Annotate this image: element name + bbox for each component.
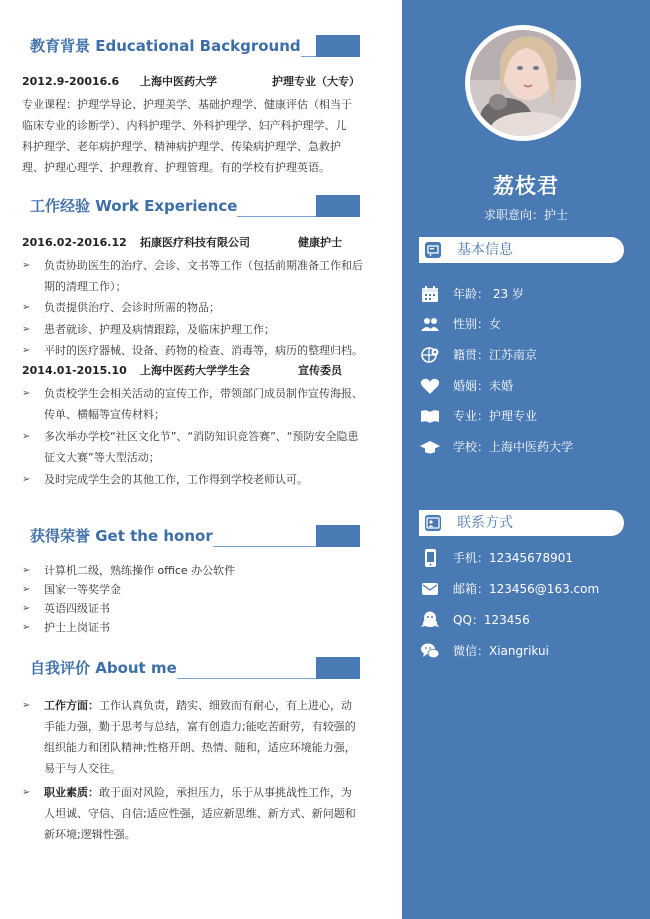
job-duty [22,383,367,425]
job-duty [22,297,367,318]
phone-icon [420,549,440,567]
honor-text: 英语四级证书 [44,602,110,615]
honor-text: 护士上岗证书 [44,621,110,634]
honor-title: 获得荣誉 Get the honor [20,525,213,547]
basic-info-text: 婚姻：未婚 [453,379,514,393]
education-school: 上海中医药大学 [140,75,217,88]
job-duty [22,426,367,468]
arrow-bullet-icon: ➢ [22,565,31,576]
basic-info-text: 性别：女 [453,317,502,331]
work-heading [20,195,360,217]
heart-icon [420,377,440,395]
arrow-bullet-icon: ➢ [22,584,31,595]
about-heading [20,657,360,679]
arrow-bullet-icon: ➢ [22,345,31,356]
about-label: 职业素质： [44,786,99,799]
honor-text: 计算机二级，熟练操作 office 办公软件 [44,564,236,577]
arrow-bullet-icon: ➢ [22,787,31,798]
about-title: 自我评价 About me [20,657,177,679]
basic-info-text: 学校：上海中医药大学 [453,440,574,454]
contact-text: 微信：Xiangrikui [453,644,549,658]
about-item [22,695,362,779]
job-duty [22,469,367,490]
basic-info-text: 年龄： 23 岁 [453,287,524,301]
job-period: 2014.01-2015.10 [22,364,127,377]
job-duty-text: 负责协助医生的治疗、会诊、文书等工作（包括前期准备工作和后期的清理工作）； [44,259,363,293]
heading-block [316,657,360,679]
education-courses: 专业课程：护理学导论、护理美学、基础护理学、健康评估（相当于临床专业的诊断学）、内科护理学、外科护理学、妇产科护理学、儿科护理学、老年病护理学、精神病护理学、传染病护理学、急救护理、护理心理学、护理教育、护理管理。有的学校有护理英语。 [22,98,352,174]
job-duty-text: 患者就诊、护理及病情跟踪，及临床护理工作； [44,323,275,336]
education-period: 2012.9-20016.6 [22,75,120,88]
arrow-bullet-icon: ➢ [22,603,31,614]
contact-text: QQ：123456 [453,613,530,627]
contact-header [419,510,624,536]
honor-heading [20,525,360,547]
graduation-cap-icon [420,438,440,456]
globe-pin-icon [420,346,440,364]
about-label: 工作方面： [44,699,99,712]
job-duty-text: 负责提供治疗、会诊时所需的物品； [44,301,220,314]
about-item [22,782,362,845]
basic-info-text: 籍贯：江苏南京 [453,348,538,362]
profile-photo [470,30,576,136]
education-title: 教育背景 Educational Background [20,35,301,57]
arrow-bullet-icon: ➢ [22,431,31,442]
job-duty [22,255,367,297]
job-duty [22,340,367,361]
id-card-icon [425,242,441,258]
mail-icon [420,580,440,598]
arrow-bullet-icon: ➢ [22,260,31,271]
users-icon [420,315,440,333]
book-icon [420,407,440,425]
contact-title: 联系方式 [457,515,513,531]
heading-block [316,525,360,547]
job-role: 宣传委员 [298,364,342,377]
avatar [465,25,581,141]
honor-item [22,599,110,618]
job-duty-text: 负责校学生会相关活动的宣传工作，带领部门成员制作宣传海报、传单、横幅等宣传材料； [44,387,363,421]
contact-text: 邮箱：123456@163.com [453,582,600,596]
job-org: 上海中医药大学学生会 [140,364,250,377]
work-title: 工作经验 Work Experience [20,195,237,217]
about-text: 敢于面对风险，承担压力，乐于从事挑战性工作，为人坦诚、守信、自信;适应性强，适应新思维、新方式、新问题和新环境;逻辑性强。 [44,786,356,841]
basic-info-header [419,237,624,263]
honor-text: 国家一等奖学金 [44,583,121,596]
education-major: 护理专业（大专） [272,75,360,88]
basic-info-title: 基本信息 [457,242,513,258]
job-duty-text: 及时完成学生会的其他工作，工作得到学校老师认可。 [44,473,308,486]
arrow-bullet-icon: ➢ [22,302,31,313]
education-heading [20,35,360,57]
contact-text: 手机：12345678901 [453,551,573,565]
contact-card-icon [425,515,441,531]
job-org: 拓康医疗科技有限公司 [140,236,250,249]
about-text: 工作认真负责，踏实、细致而有耐心，有上进心，动手能力强，勤于思考与总结，富有创造力;能吃苦耐劳，有较强的组织能力和团队精神;性格开朗、热情、随和，适应环境能力强，易于与人交往。 [44,699,356,775]
job-duty [22,319,367,340]
arrow-bullet-icon: ➢ [22,324,31,335]
qq-icon [420,611,440,629]
basic-info-text: 专业：护理专业 [453,409,538,423]
heading-block [316,195,360,217]
arrow-bullet-icon: ➢ [22,388,31,399]
job-intent: 求职意向：护士 [483,208,568,222]
job-period: 2016.02-2016.12 [22,236,127,249]
heading-block [316,35,360,57]
job-duty-text: 平时的医疗器械、设备、药物的检查、消毒等，病历的整理归档。 [44,344,363,357]
wechat-icon [420,642,440,660]
honor-item [22,618,110,637]
honor-item [22,580,121,599]
honor-item [22,561,235,580]
job-duty-text: 多次举办学校“社区文化节”、“消防知识竞答赛”、“预防安全隐患征文大赛”等大型活动； [44,430,359,464]
arrow-bullet-icon: ➢ [22,622,31,633]
person-name: 荔枝君 [493,174,559,198]
arrow-bullet-icon: ➢ [22,474,31,485]
arrow-bullet-icon: ➢ [22,700,31,711]
job-role: 健康护士 [298,236,342,249]
calendar-icon [420,285,440,303]
